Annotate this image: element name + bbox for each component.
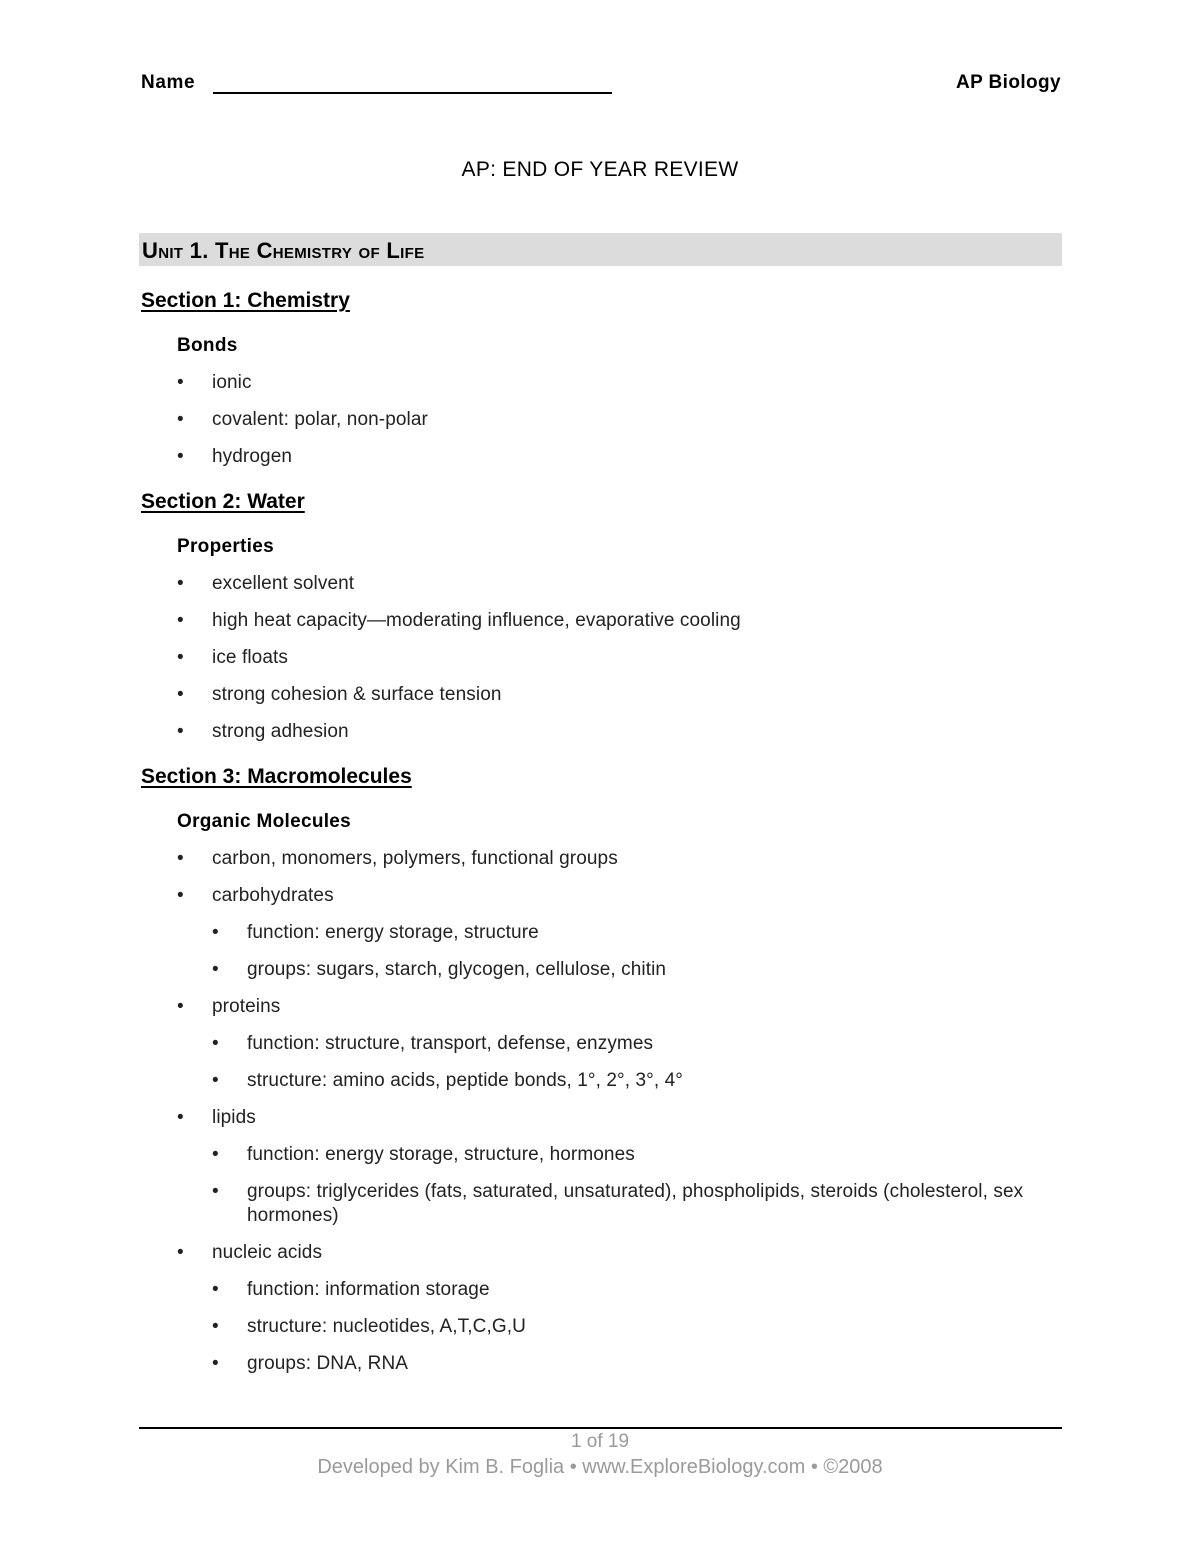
bullet: • — [177, 610, 184, 631]
list-item — [141, 720, 1061, 744]
footer-credit: Developed by Kim B. Foglia • www.ExploreBiology.com • ©2008 — [317, 1456, 883, 1478]
nested-list-item — [141, 1278, 1061, 1302]
list-item — [141, 1106, 1061, 1130]
name-label: Name — [141, 72, 196, 93]
list-item — [141, 1241, 1061, 1265]
list-item — [141, 683, 1061, 707]
nested-list-item — [141, 958, 1061, 982]
unit-heading-bar — [139, 233, 1062, 266]
list-item — [141, 884, 1061, 908]
review-content — [141, 286, 1061, 1389]
bullet: • — [212, 959, 219, 980]
nested-list-item — [141, 1032, 1061, 1056]
list-item-text: groups: triglycerides (fats, saturated, unsaturated), phospholipids, steroids (cholesterol, sex hormones) — [247, 1181, 1024, 1226]
list-item — [141, 572, 1061, 596]
list-item-text: nucleic acids — [212, 1242, 323, 1263]
list-item-text: function: energy storage, structure, hormones — [247, 1144, 635, 1165]
list-item-text: ice floats — [212, 647, 288, 668]
bullet: • — [212, 1144, 219, 1165]
list-item-text: groups: DNA, RNA — [247, 1353, 409, 1374]
bullet: • — [177, 721, 184, 742]
nested-list-item — [141, 1315, 1061, 1339]
bullet: • — [177, 409, 184, 430]
bullet: • — [177, 996, 184, 1017]
bullet: • — [212, 1316, 219, 1337]
list-item-text: ionic — [212, 372, 252, 393]
name-blank-line — [213, 92, 612, 94]
list-item-text: hydrogen — [212, 446, 293, 467]
section-title: Section 1: Chemistry — [141, 289, 350, 312]
nested-list-item — [141, 1352, 1061, 1376]
list-item — [141, 847, 1061, 871]
header-row — [141, 70, 1061, 100]
list-item-text: high heat capacity—moderating influence, evaporative cooling — [212, 610, 741, 631]
list-item-text: structure: amino acids, peptide bonds, 1°, 2°, 3°, 4° — [247, 1070, 683, 1091]
list-item — [141, 445, 1061, 469]
section-title: Section 3: Macromolecules — [141, 765, 412, 788]
course-label: AP Biology — [956, 72, 1061, 93]
list-item-text: proteins — [212, 996, 281, 1017]
section-title: Section 2: Water — [141, 490, 305, 513]
bullet: • — [177, 573, 184, 594]
list-item-text: groups: sugars, starch, glycogen, cellulose, chitin — [247, 959, 667, 980]
list-item — [141, 609, 1061, 633]
page-title: AP: END OF YEAR REVIEW — [461, 158, 739, 181]
bullet: • — [212, 922, 219, 943]
bullet: • — [177, 848, 184, 869]
list-item-text: carbohydrates — [212, 885, 334, 906]
list-item-text: carbon, monomers, polymers, functional groups — [212, 848, 618, 869]
list-item-text: function: energy storage, structure — [247, 922, 539, 943]
nested-list-item — [141, 1143, 1061, 1167]
subsection-title: Bonds — [177, 335, 238, 356]
bullet: • — [212, 1033, 219, 1054]
bullet: • — [177, 1242, 184, 1263]
subsection-title: Properties — [177, 536, 274, 557]
nested-list-item — [141, 921, 1061, 945]
list-item — [141, 995, 1061, 1019]
list-item-text: covalent: polar, non-polar — [212, 409, 428, 430]
list-item — [141, 646, 1061, 670]
list-item-text: strong adhesion — [212, 721, 349, 742]
bullet: • — [177, 684, 184, 705]
bullet: • — [212, 1070, 219, 1091]
list-item-text: lipids — [212, 1107, 256, 1128]
list-item-text: function: information storage — [247, 1279, 490, 1300]
bullet: • — [177, 1107, 184, 1128]
list-item — [141, 371, 1061, 395]
nested-list-item — [141, 1069, 1061, 1093]
nested-list-item — [141, 1180, 1067, 1228]
list-item-text: structure: nucleotides, A,T,C,G,U — [247, 1316, 526, 1337]
list-item-text: strong cohesion & surface tension — [212, 684, 502, 705]
bullet: • — [177, 372, 184, 393]
bullet: • — [177, 885, 184, 906]
list-item-text: excellent solvent — [212, 573, 355, 594]
bullet: • — [212, 1353, 219, 1374]
bullet: • — [177, 446, 184, 467]
footer-divider — [139, 1427, 1062, 1429]
page-number: 1 of 19 — [570, 1431, 630, 1452]
bullet: • — [212, 1181, 219, 1202]
list-item-text: function: structure, transport, defense, enzymes — [247, 1033, 654, 1054]
bullet: • — [212, 1279, 219, 1300]
list-item — [141, 408, 1061, 432]
unit-heading: Unit 1. The Chemistry of Life — [142, 238, 425, 263]
bullet: • — [177, 647, 184, 668]
subsection-title: Organic Molecules — [177, 811, 352, 832]
